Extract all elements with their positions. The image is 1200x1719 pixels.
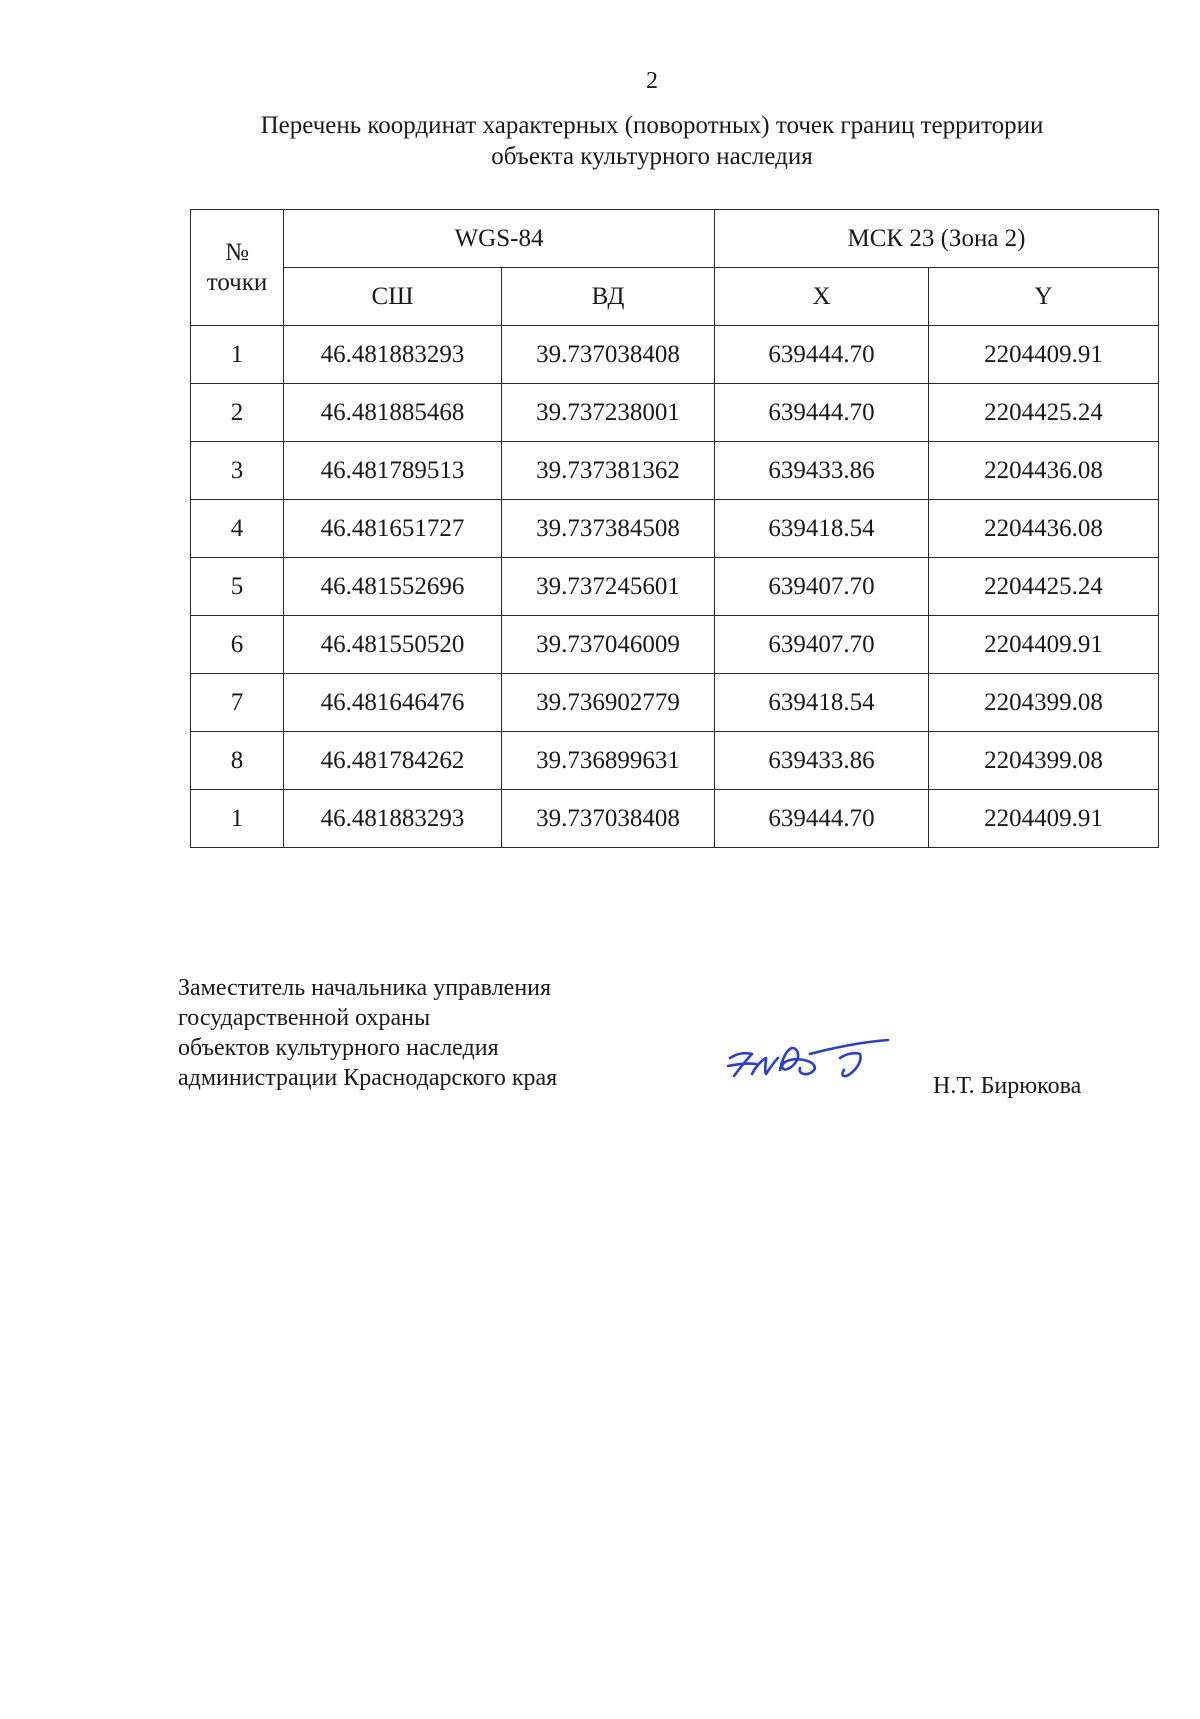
page-number: 2 bbox=[646, 68, 658, 94]
y-header: Y bbox=[929, 268, 1159, 326]
latitude-cell: 46.481552696 bbox=[284, 558, 502, 616]
x-cell: 639407.70 bbox=[715, 616, 929, 674]
latitude-cell: 46.481885468 bbox=[284, 384, 502, 442]
table-row bbox=[191, 674, 1159, 732]
point-number-cell: 7 bbox=[191, 674, 284, 732]
y-cell: 2204436.08 bbox=[929, 442, 1159, 500]
coordinates-table-body bbox=[191, 326, 1159, 848]
latitude-cell: 46.481789513 bbox=[284, 442, 502, 500]
title-line-2: объекта культурного наследия bbox=[491, 143, 813, 170]
y-cell: 2204399.08 bbox=[929, 732, 1159, 790]
table-header-row-groups bbox=[191, 210, 1159, 268]
table-row bbox=[191, 616, 1159, 674]
latitude-header: СШ bbox=[284, 268, 502, 326]
longitude-cell: 39.737384508 bbox=[502, 500, 715, 558]
point-number-cell: 2 bbox=[191, 384, 284, 442]
x-cell: 639444.70 bbox=[715, 326, 929, 384]
table-row bbox=[191, 384, 1159, 442]
position-line-3: объектов культурного наследия bbox=[178, 1035, 499, 1061]
latitude-cell: 46.481784262 bbox=[284, 732, 502, 790]
x-cell: 639444.70 bbox=[715, 384, 929, 442]
position-line-2: государственной охраны bbox=[178, 1005, 431, 1031]
signatory-position bbox=[178, 973, 557, 1093]
msk23-group-header: МСК 23 (Зона 2) bbox=[715, 210, 1159, 268]
latitude-cell: 46.481651727 bbox=[284, 500, 502, 558]
point-number-header-symbol: № bbox=[225, 238, 249, 266]
point-number-cell: 8 bbox=[191, 732, 284, 790]
longitude-cell: 39.737038408 bbox=[502, 790, 715, 848]
x-cell: 639418.54 bbox=[715, 674, 929, 732]
signer-name: Н.Т. Бирюкова bbox=[933, 1073, 1082, 1099]
x-cell: 639444.70 bbox=[715, 790, 929, 848]
latitude-cell: 46.481646476 bbox=[284, 674, 502, 732]
longitude-cell: 39.736899631 bbox=[502, 732, 715, 790]
x-cell: 639407.70 bbox=[715, 558, 929, 616]
table-row bbox=[191, 732, 1159, 790]
latitude-cell: 46.481883293 bbox=[284, 326, 502, 384]
longitude-cell: 39.737381362 bbox=[502, 442, 715, 500]
y-cell: 2204409.91 bbox=[929, 616, 1159, 674]
point-number-cell: 1 bbox=[191, 326, 284, 384]
x-cell: 639418.54 bbox=[715, 500, 929, 558]
longitude-cell: 39.737038408 bbox=[502, 326, 715, 384]
point-number-cell: 1 bbox=[191, 790, 284, 848]
title-line-1: Перечень координат характерных (поворотных) точек границ территории bbox=[260, 112, 1044, 139]
x-header: X bbox=[715, 268, 929, 326]
position-line-1: Заместитель начальника управления bbox=[178, 975, 552, 1001]
position-line-4: администрации Краснодарского края bbox=[178, 1065, 558, 1091]
point-number-cell: 4 bbox=[191, 500, 284, 558]
handwritten-signature bbox=[722, 1030, 894, 1092]
longitude-header: ВД bbox=[502, 268, 715, 326]
wgs84-group-header: WGS-84 bbox=[284, 210, 715, 268]
y-cell: 2204399.08 bbox=[929, 674, 1159, 732]
point-number-cell: 5 bbox=[191, 558, 284, 616]
y-cell: 2204409.91 bbox=[929, 790, 1159, 848]
x-cell: 639433.86 bbox=[715, 732, 929, 790]
table-header-row-columns bbox=[191, 268, 1159, 326]
latitude-cell: 46.481550520 bbox=[284, 616, 502, 674]
table-row bbox=[191, 500, 1159, 558]
point-number-cell: 3 bbox=[191, 442, 284, 500]
longitude-cell: 39.736902779 bbox=[502, 674, 715, 732]
latitude-cell: 46.481883293 bbox=[284, 790, 502, 848]
point-number-header-label: точки bbox=[206, 268, 268, 296]
y-cell: 2204425.24 bbox=[929, 384, 1159, 442]
y-cell: 2204425.24 bbox=[929, 558, 1159, 616]
table-row bbox=[191, 442, 1159, 500]
point-number-cell: 6 bbox=[191, 616, 284, 674]
table-row bbox=[191, 558, 1159, 616]
x-cell: 639433.86 bbox=[715, 442, 929, 500]
table-row bbox=[191, 326, 1159, 384]
coordinates-table bbox=[190, 209, 1159, 848]
longitude-cell: 39.737238001 bbox=[502, 384, 715, 442]
point-number-header bbox=[191, 210, 284, 326]
y-cell: 2204409.91 bbox=[929, 326, 1159, 384]
longitude-cell: 39.737046009 bbox=[502, 616, 715, 674]
y-cell: 2204436.08 bbox=[929, 500, 1159, 558]
table-row bbox=[191, 790, 1159, 848]
document-title bbox=[190, 110, 1114, 172]
longitude-cell: 39.737245601 bbox=[502, 558, 715, 616]
